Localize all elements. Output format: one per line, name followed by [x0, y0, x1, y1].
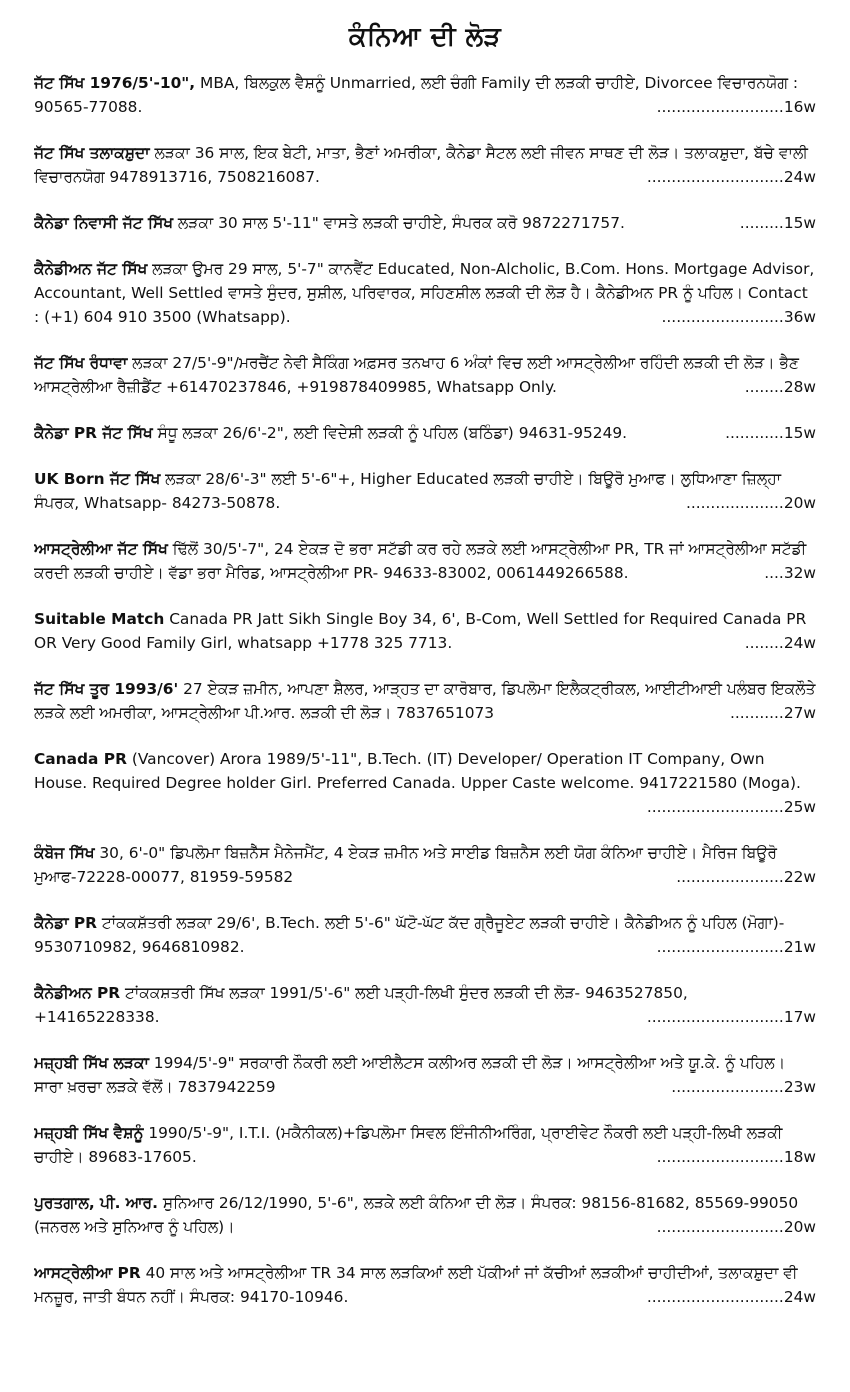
ad-code-label: 23w [783, 1078, 816, 1096]
ad-code [653, 935, 816, 959]
ad-leader-dots: ............................ [646, 1288, 784, 1306]
ad-code [643, 1285, 816, 1309]
ad-text: 40 ਸਾਲ ਅਤੇ ਆਸਟ੍ਰੇਲੀਆ TR 34 ਸਾਲ ਲੜਕਿਆਂ ਲਈ ਪੱਕੀਆਂ ਜਾਂ ਕੱਚੀਆਂ ਲੜਕੀਆਂ ਚਾਹੀਦੀਆਂ, ਤਲਾਕਸ਼ੁਦਾ ਵੀ ਮਨਜ਼ੂਰ, ਜਾਤੀ ਬੰਧਨ ਨਹੀਂ। ਸੰਪਰਕ: 94170-10946. [34, 1264, 798, 1306]
classified-ad [34, 1191, 816, 1239]
ad-text: ਲੜਕਾ ਉਮਰ 29 ਸਾਲ, 5'-7" ਕਾਨਵੈਂਟ Educated, Non-Alcholic, B.Com. Hons. Mortgage Advisor, Accountant, Well Settled ਵਾਸਤੇ ਸੁੰਦਰ, ਸੁਸ਼ੀਲ, ਪਰਿਵਾਰਕ, ਸਹਿਣਸ਼ੀਲ ਲੜਕੀ ਦੀ ਲੋੜ ਹੈ। ਕੈਨੇਡੀਅਨ PR ਨੂੰ ਪਹਿਲ। Contact : (+1) 604 910 3500 (Whatsapp). [34, 260, 815, 326]
ad-text: ਲੜਕਾ 28/6'-3" ਲਈ 5'-6"+, Higher Educated ਲੜਕੀ ਚਾਹੀਏ। ਬਿਊਰੋ ਮੁਆਫ। ਲੁਧਿਆਣਾ ਜ਼ਿਲ੍ਹਾ ਸੰਪਰਕ, Whatsapp- 84273-50878. [34, 470, 782, 512]
ad-separator [34, 1029, 816, 1051]
ad-code [736, 211, 816, 235]
ad-leader-dots: ......................... [661, 308, 784, 326]
ad-text: Canada PR Jatt Sikh Single Boy 34, 6', B-Com, Well Settled for Required Canada PR OR Very Good Family Girl, whatsapp +1778 325 7713. [34, 610, 807, 652]
ad-code [643, 165, 816, 189]
ad-code [682, 491, 816, 515]
classified-ad [34, 211, 816, 235]
ad-code-label: 15w [783, 424, 816, 442]
ad-text: ਸੰਧੂ ਲੜਕਾ 26/6'-2", ਲਈ ਵਿਦੇਸ਼ੀ ਲੜਕੀ ਨੂੰ ਪਹਿਲ (ਬਠਿੰਡਾ) 94631-95249. [152, 424, 628, 442]
ad-lead: ਪੁਰਤਗਾਲ, ਪੀ. ਆਰ. [34, 1194, 158, 1212]
ad-text: ਟਾਂਕਕਸ਼ੱਤਰੀ ਲੜਕਾ 29/6', B.Tech. ਲਈ 5'-6" ਘੱਟੋ-ਘੱਟ ਕੱਦ ਗ੍ਰੈਜੂਏਟ ਲੜਕੀ ਚਾਹੀਏ। ਕੈਨੇਡੀਅਨ ਨੂੰ ਪਹਿਲ (ਮੋਗਾ)- 9530710982, 9646810982. [34, 914, 785, 956]
ad-text: MBA, ਬਿਲਕੁਲ ਵੈਸ਼ਨੂੰ Unmarried, ਲਈ ਚੰਗੀ Family ਦੀ ਲੜਕੀ ਚਾਹੀਏ, Divorcee ਵਿਚਾਰਨਯੋਗ : 90565-77088. [34, 74, 799, 116]
ad-leader-dots: ....................... [671, 1078, 784, 1096]
page-title: ਕੰਨਿਆ ਦੀ ਲੋੜ [348, 22, 502, 52]
ad-separator [34, 189, 816, 211]
classified-ad [34, 467, 816, 515]
ad-lead: ਆਸਟ੍ਰੇਲੀਆ ਜੱਟ ਸਿੱਖ [34, 540, 168, 558]
ad-text: 1994/5'-9" ਸਰਕਾਰੀ ਨੌਕਰੀ ਲਈ ਆਈਲੈਟਸ ਕਲੀਅਰ ਲੜਕੀ ਦੀ ਲੋੜ। ਆਸਟ੍ਰੇਲੀਆ ਅਤੇ ਯੂ.ਕੇ. ਨੂੰ ਪਹਿਲ। ਸਾਰਾ ਖ਼ਰਚਾ ਲੜਕੇ ਵੱਲੋਂ। 7837942259 [34, 1054, 786, 1096]
ad-code-label: 22w [783, 868, 816, 886]
ad-separator [34, 119, 816, 141]
ad-lead: ਜੱਟ ਸਿੱਖ 1976/5'-10", [34, 74, 196, 92]
ad-text: ਲੜਕਾ 27/5'-9"/ਮਰਚੈਂਟ ਨੇਵੀ ਸੈਕਿੰਗ ਅਫ਼ਸਰ ਤਨਖਾਹ 6 ਅੰਕਾਂ ਵਿਚ ਲਈ ਆਸਟ੍ਰੇਲੀਆ ਰਹਿੰਦੀ ਲੜਕੀ ਦੀ ਲੋੜ। ਭੈਣ ਆਸਟ੍ਰੇਲੀਆ ਰੈਜ਼ੀਡੈਂਟ +61470237846, +919878409985, Whatsapp Only. [34, 354, 799, 396]
ad-code-label: 16w [783, 98, 816, 116]
ad-leader-dots: ........... [730, 704, 784, 722]
ad-code-label: 24w [783, 168, 816, 186]
ad-separator [34, 445, 816, 467]
ad-code-label: 24w [783, 1288, 816, 1306]
classified-ad [34, 1051, 816, 1099]
ad-text: 27 ਏਕੜ ਜ਼ਮੀਨ, ਆਪਣਾ ਸ਼ੈਲਰ, ਆੜ੍ਹਤ ਦਾ ਕਾਰੋਬਾਰ, ਡਿਪਲੋਮਾ ਇਲੈਕਟ੍ਰੀਕਲ, ਆਈਟੀਆਈ ਪਲੰਬਰ ਇਕਲੌਤੇ ਲੜਕੇ ਲਈ ਅਮਰੀਕਾ, ਆਸਟ੍ਰੇਲੀਆ ਪੀ.ਆਰ. ਲੜਕੀ ਦੀ ਲੋੜ। 7837651073 [34, 680, 816, 722]
ad-code-label: 27w [783, 704, 816, 722]
ad-separator [34, 235, 816, 257]
ad-text: ਸੁਨਿਆਰ 26/12/1990, 5'-6", ਲੜਕੇ ਲਈ ਕੰਨਿਆ ਦੀ ਲੋੜ। ਸੰਪਰਕ: 98156-81682, 85569-99050 (ਜਨਰਲ ਅਤੇ ਸੁਨਿਆਰ ਨੂੰ ਪਹਿਲ)। [34, 1194, 799, 1236]
ad-code [653, 1215, 816, 1239]
ad-code-label: 28w [783, 378, 816, 396]
ad-separator [34, 1239, 816, 1261]
ad-separator [34, 1169, 816, 1191]
ad-code [643, 1005, 816, 1029]
classified-ad [34, 257, 816, 329]
ad-leader-dots: ......... [739, 214, 784, 232]
ad-text: (Vancover) Arora 1989/5'-11", B.Tech. (IT) Developer/ Operation IT Company, Own House. Required Degree holder Girl. Preferred Canada. Upper Caste welcome. 9417221580 (Moga). [34, 750, 801, 792]
ad-separator [34, 399, 816, 421]
ad-code-label: 25w [783, 798, 816, 816]
ad-lead: ਜੱਟ ਸਿੱਖ ਤੂਰ 1993/6' [34, 680, 179, 698]
ad-list [34, 71, 816, 1309]
ad-code [667, 1075, 816, 1099]
ad-lead: Canada PR [34, 750, 127, 768]
ad-code-label: 24w [783, 634, 816, 652]
classified-ad [34, 677, 816, 725]
ad-separator [34, 1099, 816, 1121]
classified-ad [34, 981, 816, 1029]
ad-code-label: 36w [783, 308, 816, 326]
ad-code [760, 561, 816, 585]
ad-leader-dots: .......................... [656, 1148, 784, 1166]
ad-lead: ਕੈਨੇਡਾ PR ਜੱਟ ਸਿੱਖ [34, 424, 153, 442]
ad-code [653, 95, 816, 119]
classified-ad [34, 71, 816, 119]
classified-ad [34, 141, 816, 189]
ad-code-label: 20w [783, 494, 816, 512]
ad-leader-dots: ............................ [646, 798, 784, 816]
ad-code [672, 865, 816, 889]
ad-separator [34, 889, 816, 911]
classified-ad [34, 1121, 816, 1169]
ad-text: 1990/5'-9", I.T.I. (ਮਕੈਨੀਕਲ)+ਡਿਪਲੋਮਾ ਸਿਵਲ ਇੰਜੀਨੀਅਰਿੰਗ, ਪ੍ਰਾਈਵੇਟ ਨੌਕਰੀ ਲਈ ਪੜ੍ਹੀ-ਲਿਖੀ ਲੜਕੀ ਚਾਹੀਏ। 89683-17605. [34, 1124, 783, 1166]
ad-text: ਲੜਕਾ 36 ਸਾਲ, ਇਕ ਬੇਟੀ, ਮਾਤਾ, ਭੈਣਾਂ ਅਮਰੀਕਾ, ਕੈਨੇਡਾ ਸੈਟਲ ਲਈ ਜੀਵਨ ਸਾਥਣ ਦੀ ਲੋੜ। ਤਲਾਕਸ਼ੁਦਾ, ਬੱਚੇ ਵਾਲੀ ਵਿਚਾਰਨਯੋਗ 9478913716, 7508216087. [34, 144, 808, 186]
ad-code [721, 421, 816, 445]
ad-code [653, 1145, 816, 1169]
ad-code [741, 375, 816, 399]
ad-leader-dots: ............ [725, 424, 784, 442]
ad-text: ਟਾਂਕਕਸ਼ਤਰੀ ਸਿੱਖ ਲੜਕਾ 1991/5'-6" ਲਈ ਪੜ੍ਹੀ-ਲਿਖੀ ਸੁੰਦਰ ਲੜਕੀ ਦੀ ਲੋੜ- 9463527850, +14165228338. [34, 984, 688, 1026]
ad-lead: ਕੈਨੇਡੀਅਨ PR [34, 984, 121, 1002]
ad-code [643, 795, 816, 819]
ad-leader-dots: .... [764, 564, 784, 582]
ad-leader-dots: ............................ [646, 168, 784, 186]
ad-code-label: 21w [783, 938, 816, 956]
classified-ad [34, 421, 816, 445]
ad-lead: ਜੱਟ ਸਿੱਖ ਰੰਧਾਵਾ [34, 354, 128, 372]
classified-ad [34, 841, 816, 889]
ad-separator [34, 515, 816, 537]
classified-ad [34, 351, 816, 399]
classified-ad [34, 537, 816, 585]
ad-code-label: 18w [783, 1148, 816, 1166]
ad-lead: UK Born ਜੱਟ ਸਿੱਖ [34, 470, 161, 488]
ad-leader-dots: .......................... [656, 1218, 784, 1236]
ad-lead: ਕੈਨੇਡਾ PR [34, 914, 98, 932]
ad-lead: ਆਸਟ੍ਰੇਲੀਆ PR [34, 1264, 141, 1282]
ad-code-label: 32w [783, 564, 816, 582]
ad-code-label: 20w [783, 1218, 816, 1236]
ad-code [658, 305, 816, 329]
ad-leader-dots: .................... [685, 494, 784, 512]
ad-leader-dots: .......................... [656, 938, 784, 956]
ad-separator [34, 819, 816, 841]
ad-separator [34, 585, 816, 607]
classified-ad [34, 911, 816, 959]
ad-code-label: 17w [783, 1008, 816, 1026]
ad-code [741, 631, 816, 655]
ad-leader-dots: .......................... [656, 98, 784, 116]
ad-leader-dots: ............................ [646, 1008, 784, 1026]
ad-lead: ਮਜ਼੍ਹਬੀ ਸਿੱਖ ਲੜਕਾ [34, 1054, 149, 1072]
ad-lead: ਕੰਬੋਜ ਸਿੱਖ [34, 844, 95, 862]
ad-leader-dots: ........ [744, 634, 784, 652]
classified-ad [34, 1261, 816, 1309]
ad-text: ਢਿੱਲੋਂ 30/5'-7", 24 ਏਕੜ ਦੋ ਭਰਾ ਸਟੱਡੀ ਕਰ ਰਹੇ ਲੜਕੇ ਲਈ ਆਸਟ੍ਰੇਲੀਆ PR, TR ਜਾਂ ਆਸਟ੍ਰੇਲੀਆ ਸਟੱਡੀ ਕਰਦੀ ਲੜਕੀ ਚਾਹੀਏ। ਵੱਡਾ ਭਰਾ ਮੈਰਿਡ, ਆਸਟ੍ਰੇਲੀਆ PR- 94633-83002, 0061449266588. [34, 540, 807, 582]
ad-text: 30, 6'-0" ਡਿਪਲੋਮਾ ਬਿਜ਼ਨੈੱਸ ਮੈਨੇਜਮੈਂਟ, 4 ਏਕੜ ਜ਼ਮੀਨ ਅਤੇ ਸਾਈਡ ਬਿਜ਼ਨੈਸ ਲਈ ਯੋਗ ਕੰਨਿਆ ਚਾਹੀਏ। ਮੈਰਿਜ ਬਿਊਰੋ ਮੁਆਫ-72228-00077, 81959-59582 [34, 844, 777, 886]
ad-lead: ਮਜ਼੍ਹਬੀ ਸਿੱਖ ਵੈਸ਼ਨੂੰ [34, 1124, 144, 1142]
ad-separator [34, 329, 816, 351]
ad-code-label: 15w [783, 214, 816, 232]
ad-separator [34, 959, 816, 981]
ad-lead: ਜੱਟ ਸਿੱਖ ਤਲਾਕਸ਼ੁਦਾ [34, 144, 150, 162]
ad-leader-dots: ...................... [676, 868, 784, 886]
classified-ad [34, 747, 816, 819]
ad-separator [34, 655, 816, 677]
ad-lead: ਕੈਨੇਡਾ ਨਿਵਾਸੀ ਜੱਟ ਸਿੱਖ [34, 214, 173, 232]
ad-separator [34, 725, 816, 747]
ad-lead: Suitable Match [34, 610, 165, 628]
classified-ad [34, 607, 816, 655]
ad-lead: ਕੈਨੇਡੀਅਨ ਜੱਟ ਸਿੱਖ [34, 260, 148, 278]
ad-leader-dots: ........ [744, 378, 784, 396]
ad-code [726, 701, 816, 725]
ad-text: ਲੜਕਾ 30 ਸਾਲ 5'-11" ਵਾਸਤੇ ਲੜਕੀ ਚਾਹੀਏ, ਸੰਪਰਕ ਕਰੋ 9872271757. [172, 214, 625, 232]
